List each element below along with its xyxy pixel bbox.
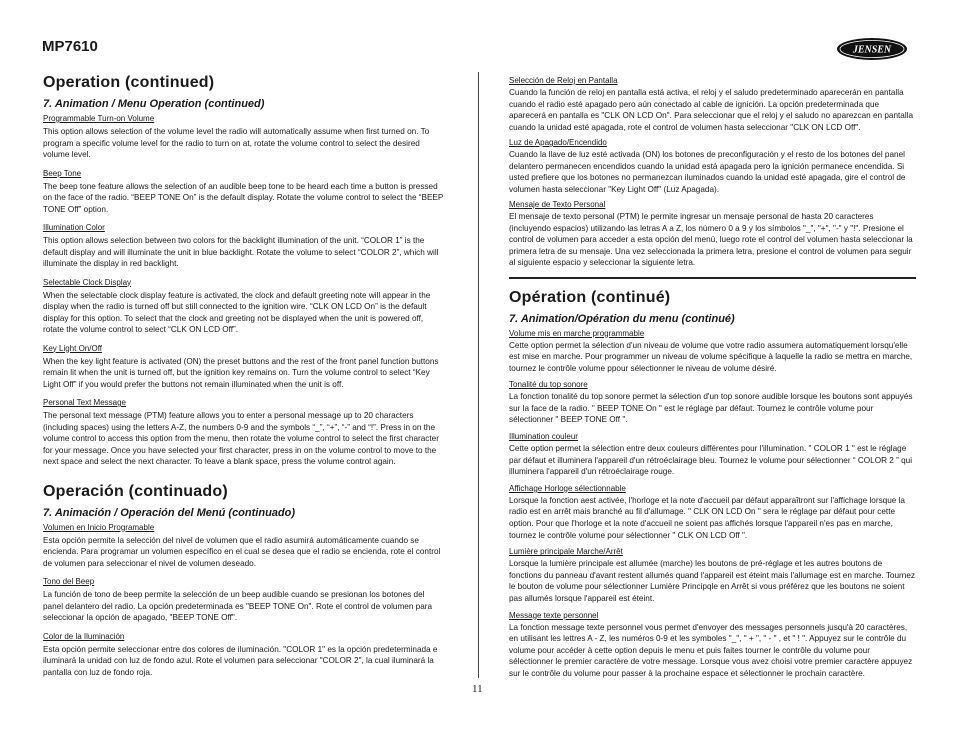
page-number: 11 bbox=[472, 683, 483, 695]
section-title: Affichage Horloge sélectionnable bbox=[509, 483, 626, 493]
section-text: The beep tone feature allows the selection of an audible beep tone to be heard each time a button is pressed on the face of the radio. “BEEP TONE On” is the default display. Rotate the volume control to select the “BEEP TONE Off” option. bbox=[43, 181, 444, 214]
section-title: Tonalité du top sonore bbox=[509, 380, 588, 390]
spanish-subheading: 7. Animación / Operación del Menú (continuado) bbox=[43, 506, 296, 519]
section-text: Cette option permet la sélection d'un niveau de volume que votre radio assumera automatiquement lorsqu'elle est mise en marche. Pour programmer un niveau de volume spécifique à laquelle la radio se mettra en marche, tournez le contrôle volume ppour sélectionner le niveau de volume désiré. bbox=[509, 340, 913, 373]
model-number: MP7610 bbox=[42, 38, 98, 55]
section-title: Luz de Apagado/Encendido bbox=[509, 138, 607, 147]
left-column bbox=[43, 74, 445, 685]
section-text: The personal text message (PTM) feature allows you to enter a personal message up to 20 characters (including spaces) using the letters A-Z, the numbers 0-9 and the symbols “_”, “+”, “-” and “!”. Press in on the volume control to access this option from the menu, then rotate the volume control to select the first character for your message. Once you have selected your first character, press in on the volume control to move to the next space and select the next character. To leave a blank space, press the volume control again. bbox=[43, 411, 439, 466]
section-title: Message texte personnel bbox=[509, 610, 599, 620]
section-title: Illumination Color bbox=[43, 223, 105, 232]
section-text: When the key light feature is activated (ON) the preset buttons and the rest of the front panel function buttons remain lit when the unit is turned off, but the ignition key remains on. Turn the volume control to select “Key Light Off” if you would prefer the buttons not remain illuminated when the unit is off. bbox=[43, 356, 439, 389]
section-title: Selección de Reloj en Pantalla bbox=[509, 76, 618, 85]
section-text: Esta opción permite la selección del nivel de volumen que el radio asumirá automáticamente cuando se encienda. Para programar un volumen específico en el cual se desea que el radio se encienda, rote el control de volumen para seleccionar el nivel de volumen deseado. bbox=[43, 535, 441, 568]
logo-text: JENSEN bbox=[852, 44, 892, 56]
section-text: This option allows selection between two colors for the backlight illumination of the unit. “COLOR 1” is the default display and will illuminate the unit in blue backlight. Rotate the volume to select “COLOR 2”, which will illuminate the display in red backlight. bbox=[43, 236, 439, 268]
right-column bbox=[509, 75, 916, 685]
section-text: Cette option permet la sélection entre deux couleurs différentes pour l'illumination. " COLOR 1 " est le réglage par défaut et illuminera l'appareil d'un rétroéclairage bleu. Tournez le volume pour sélectionner “ COLOR 2 ” qui illuminera l'appareil d'un rétroéclairage rouge. bbox=[509, 444, 913, 477]
jensen-logo bbox=[836, 37, 908, 61]
section-title: Personal Text Message bbox=[43, 398, 127, 407]
section-text: La función de tono de beep permite la selección de un beep audible cuando se presionan los botones del panel delantero del radio. La opción predeterminada es "BEEP TONE On". Rote el control de volumen para seleccionar la opción de apagado, "BEEP TONE Off". bbox=[43, 590, 433, 622]
section-title: Tono del Beep bbox=[43, 577, 95, 586]
section-title: Volumen en Inicio Programable bbox=[43, 522, 155, 532]
english-subheading: 7. Animation / Menu Operation (continued) bbox=[43, 98, 265, 110]
section-text: Esta opción permite seleccionar entre dos colores de iluminación. "COLOR 1" es la opción predeterminada e iluminará la unidad con luz de fondo azul. Rote el volumen para seleccionar "COLOR 2", la cual iluminará la pantalla con luz de fondo roja. bbox=[43, 644, 438, 677]
section-text: When the selectable clock display feature is activated, the clock and default greeting note will appear in the display when the radio is turned off but still connected to the ignition wire. “CLK ON LCD On” is the default display for this option. To select that the clock and greeting not be displayed when the unit is powered off, rotate the volume control to select “CLK ON LCD Off”. bbox=[43, 290, 431, 334]
section-title: Mensaje de Texto Personal bbox=[509, 200, 606, 209]
section-text: La fonction message texte personnel vous permet d'envoyer des messages personnels jusqu'à 20 caractères, en utilisant les lettres A - Z, les numéros 0-9 et les symboles "_", " + ", " - " , et " ! ". Appuyez sur le contrôle du volume pour accéder à cette option depuis le menu et puis faites tourner le contrôle du volume pour sélectionner le premier caractère de votre message. Lorsque vous avez choisi votre premier caractère appuyez sur le contrôle du volume pour passer à la prochaine espace et sélectionner le prochain caractère. bbox=[509, 622, 913, 678]
section-divider bbox=[509, 277, 916, 279]
section-title: Selectable Clock Display bbox=[43, 277, 132, 287]
section-text: This option allows selection of the volume level the radio will automatically assume when first turned on. To program a specific volume level for the radio to turn on at, rotate the volume control to select the desired volume level. bbox=[43, 127, 430, 159]
section-title: Color de la Iluminación bbox=[43, 631, 125, 641]
french-subheading: 7. Animation/Opération du menu (continué) bbox=[509, 312, 735, 325]
section-title: Programmable Turn-on Volume bbox=[43, 114, 155, 123]
section-title: Illumination couleur bbox=[509, 432, 578, 442]
english-heading: Operation (continued) bbox=[43, 74, 215, 91]
spanish-heading: Operación (continuado) bbox=[43, 482, 228, 500]
column-divider bbox=[478, 72, 479, 678]
section-text: La fonction tonalité du top sonore permet la sélection d'un top sonore audible lorsque les boutons sont appuyés sur la face de la radio. " BEEP TONE On " est le réglage par défaut. Tournez le contrôle volume pour sélectionner " BEEP TONE Off ". bbox=[509, 392, 913, 425]
section-text: Cuando la función de reloj en pantalla está activa, el reloj y el saludo predeterminado aparecerán en pantalla cuando el radio esté apagado pero aún conectado al cable de ignición. La opción predeterminada que aparecerá en pantalla es "CLK ON LCD On". Para seleccionar que el reloj y el saludo no aparezcan en pantalla cuando la unidad esté apagada, rote el control de volumen hasta seleccionar "CLK ON LCD Off". bbox=[509, 88, 914, 132]
section-text: Cuando la llave de luz esté activada (ON) los botones de preconfiguración y el resto de los botones del panel delantero permanecen encendidos cuando la unidad está apagada pero la ignición permanece encendida. Si usted prefiere que los botones no permanezcan iluminados cuando la unidad esté apagada, gire el control de volumen hasta seleccionar "Key Light Off" (Luz Apagada). bbox=[509, 150, 906, 194]
section-title: Key Light On/Off bbox=[43, 343, 102, 353]
section-text: Lorsque la lumière principale est allumée (marche) les boutons de pré-réglage et les autres boutons de fonctions du panneau d'avant restent allumés quand l'appareil est éteint mais l'allumage est en marche. Tournez le bouton de volume pour sélectionner Lumière Principqle en Arrêt si vous préférez que les boutons ne soient pas allumés lorsque l'appareil est éteint. bbox=[509, 559, 915, 603]
french-heading: Opération (continué) bbox=[509, 288, 671, 306]
section-title: Beep Tone bbox=[43, 168, 82, 178]
section-title: Lumière principale Marche/Arrêt bbox=[509, 547, 623, 557]
section-title: Volume mis en marche programmable bbox=[509, 328, 645, 338]
section-text: Lorsque la fonction aest activée, l'horloge et la note d'accueil par défaut apparaîtront sur l'affichage lorsque la radio est en arrêt mais branché au fil d'allumage. " CLK ON LCD On " sera le réglage par défaut pour cette option. Pour que l'horloge et la note d'accueil ne soient pas affichés lorsque l'appareil n'es pas en marche, tournez le contrôle volume pour sélectionner " CLK ON LCD Off ". bbox=[509, 495, 905, 540]
section-text: El mensaje de texto personal (PTM) le permite ingresar un mensaje personal de hasta 20 caracteres (incluyendo espacios) utilizando las letras A a Z, los número 0 a 9 y los símbolos "_", "+", "-" y "!". Presione el control de volumen para acceder a esta opción del menú, luego rote el control del volumen hasta seleccionar la primera letra de su mensaje. Una vez seleccionada la primera letra, presione el control de volumen para seguir al siguiente espacio y seleccionar la siguiente letra. bbox=[509, 212, 913, 267]
